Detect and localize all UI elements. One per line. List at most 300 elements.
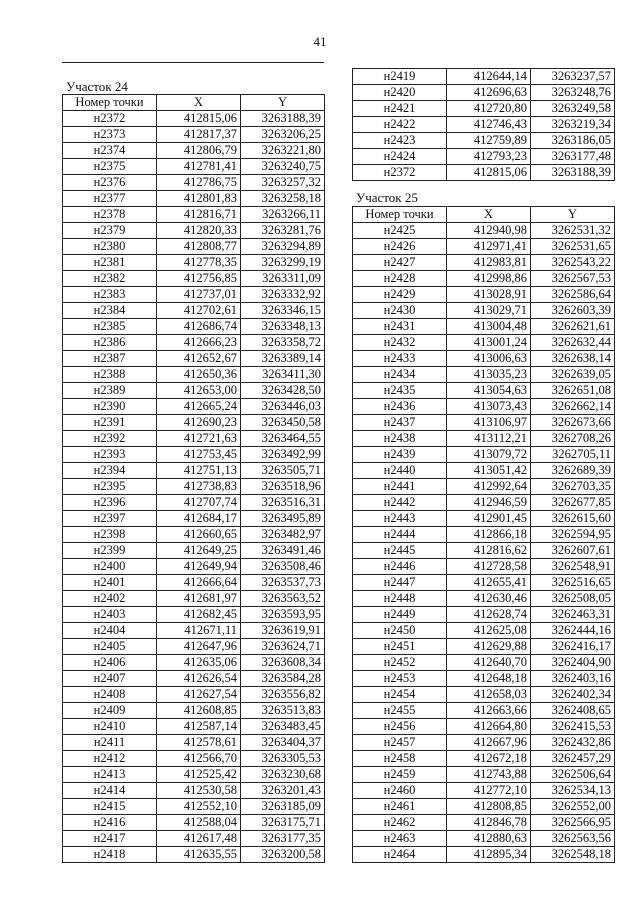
x-coordinate-cell: 412649,94 (157, 559, 241, 575)
y-coordinate-cell: 3263346,15 (241, 303, 325, 319)
y-coordinate-cell: 3262415,53 (531, 719, 615, 735)
x-coordinate-cell: 412629,88 (447, 639, 531, 655)
y-coordinate-cell: 3262677,85 (531, 495, 615, 511)
point-number-cell: н2383 (63, 287, 157, 303)
x-coordinate-cell: 412746,43 (447, 117, 531, 133)
table-row (63, 143, 325, 159)
table-row (353, 559, 615, 575)
table-row (353, 319, 615, 335)
y-coordinate-cell: 3263249,58 (531, 101, 615, 117)
point-number-cell: н2434 (353, 367, 447, 383)
x-coordinate-cell: 412901,45 (447, 511, 531, 527)
y-coordinate-cell: 3263311,09 (241, 271, 325, 287)
table-row (353, 117, 615, 133)
table-row (63, 783, 325, 799)
table-row (353, 687, 615, 703)
point-number-cell: н2416 (63, 815, 157, 831)
x-coordinate-cell: 412801,83 (157, 191, 241, 207)
y-coordinate-cell: 3262404,90 (531, 655, 615, 671)
point-number-cell: н2462 (353, 815, 447, 831)
x-coordinate-cell: 412663,66 (447, 703, 531, 719)
point-number-cell: н2440 (353, 463, 447, 479)
x-coordinate-cell: 413079,72 (447, 447, 531, 463)
y-coordinate-cell: 3262548,91 (531, 559, 615, 575)
table-row (63, 623, 325, 639)
point-number-cell: н2410 (63, 719, 157, 735)
x-coordinate-cell: 412815,06 (447, 165, 531, 181)
table-row (353, 223, 615, 239)
point-number-cell: н2395 (63, 479, 157, 495)
table-row (63, 111, 325, 127)
y-coordinate-cell: 3263508,46 (241, 559, 325, 575)
point-number-cell: н2461 (353, 799, 447, 815)
y-coordinate-cell: 3262402,34 (531, 687, 615, 703)
x-coordinate-cell: 413054,63 (447, 383, 531, 399)
table-row (63, 767, 325, 783)
y-coordinate-cell: 3263482,97 (241, 527, 325, 543)
y-coordinate-cell: 3263389,14 (241, 351, 325, 367)
x-coordinate-cell: 412666,23 (157, 335, 241, 351)
point-number-cell: н2436 (353, 399, 447, 415)
x-coordinate-cell: 412672,18 (447, 751, 531, 767)
y-coordinate-cell: 3263294,89 (241, 239, 325, 255)
x-coordinate-cell: 412702,61 (157, 303, 241, 319)
x-coordinate-cell: 412681,97 (157, 591, 241, 607)
x-coordinate-cell: 412649,25 (157, 543, 241, 559)
y-coordinate-cell: 3263563,52 (241, 591, 325, 607)
point-number-cell: н2421 (353, 101, 447, 117)
table-row (353, 751, 615, 767)
table-row (63, 687, 325, 703)
x-coordinate-cell: 413001,24 (447, 335, 531, 351)
table-row (353, 149, 615, 165)
x-coordinate-cell: 412992,64 (447, 479, 531, 495)
table-row (353, 703, 615, 719)
x-coordinate-cell: 412720,80 (447, 101, 531, 117)
x-coordinate-cell: 412696,63 (447, 85, 531, 101)
section-24-caption: Участок 24 (66, 79, 128, 94)
table-row (63, 431, 325, 447)
table-row (63, 463, 325, 479)
header-point-number: Номер точки (63, 95, 157, 111)
table-row (353, 351, 615, 367)
x-coordinate-cell: 412588,04 (157, 815, 241, 831)
point-number-cell: н2418 (63, 847, 157, 863)
y-coordinate-cell: 3263624,71 (241, 639, 325, 655)
point-number-cell: н2399 (63, 543, 157, 559)
point-number-cell: н2387 (63, 351, 157, 367)
y-coordinate-cell: 3262615,60 (531, 511, 615, 527)
table-row (353, 303, 615, 319)
y-coordinate-cell: 3262416,17 (531, 639, 615, 655)
point-number-cell: н2417 (63, 831, 157, 847)
table-row (63, 367, 325, 383)
table-row (353, 383, 615, 399)
point-number-cell: н2406 (63, 655, 157, 671)
point-number-cell: н2450 (353, 623, 447, 639)
y-coordinate-cell: 3262531,65 (531, 239, 615, 255)
point-number-cell: н2435 (353, 383, 447, 399)
x-coordinate-cell: 412756,85 (157, 271, 241, 287)
point-number-cell: н2420 (353, 85, 447, 101)
point-number-cell: н2389 (63, 383, 157, 399)
x-coordinate-cell: 412664,80 (447, 719, 531, 735)
point-number-cell: н2439 (353, 447, 447, 463)
table-row (353, 799, 615, 815)
y-coordinate-cell: 3262621,61 (531, 319, 615, 335)
point-number-cell: н2385 (63, 319, 157, 335)
x-coordinate-cell: 412816,71 (157, 207, 241, 223)
header-point-number: Номер точки (353, 207, 447, 223)
x-coordinate-cell: 412626,54 (157, 671, 241, 687)
table-row (353, 783, 615, 799)
y-coordinate-cell: 3263305,53 (241, 751, 325, 767)
y-coordinate-cell: 3262543,22 (531, 255, 615, 271)
x-coordinate-cell: 413073,43 (447, 399, 531, 415)
table-row (353, 607, 615, 623)
x-coordinate-cell: 412815,06 (157, 111, 241, 127)
x-coordinate-cell: 412635,55 (157, 847, 241, 863)
table-row (63, 655, 325, 671)
y-coordinate-cell: 3262673,66 (531, 415, 615, 431)
table-row (353, 655, 615, 671)
point-number-cell: н2454 (353, 687, 447, 703)
x-coordinate-cell: 412627,54 (157, 687, 241, 703)
x-coordinate-cell: 412530,58 (157, 783, 241, 799)
table-row (63, 671, 325, 687)
y-coordinate-cell: 3263411,30 (241, 367, 325, 383)
y-coordinate-cell: 3263428,50 (241, 383, 325, 399)
point-number-cell: н2424 (353, 149, 447, 165)
point-number-cell: н2443 (353, 511, 447, 527)
table-row (63, 719, 325, 735)
table-row (63, 527, 325, 543)
x-coordinate-cell: 412817,37 (157, 127, 241, 143)
y-coordinate-cell: 3263185,09 (241, 799, 325, 815)
table-row (63, 607, 325, 623)
point-number-cell: н2373 (63, 127, 157, 143)
x-coordinate-cell: 412793,23 (447, 149, 531, 165)
point-number-cell: н2442 (353, 495, 447, 511)
y-coordinate-cell: 3263348,13 (241, 319, 325, 335)
table-row (63, 399, 325, 415)
point-number-cell: н2372 (63, 111, 157, 127)
x-coordinate-cell: 412846,78 (447, 815, 531, 831)
point-number-cell: н2455 (353, 703, 447, 719)
x-coordinate-cell: 412778,35 (157, 255, 241, 271)
table-row (353, 415, 615, 431)
point-number-cell: н2456 (353, 719, 447, 735)
point-number-cell: н2372 (353, 165, 447, 181)
point-number-cell: н2459 (353, 767, 447, 783)
table-row (353, 527, 615, 543)
point-number-cell: н2381 (63, 255, 157, 271)
x-coordinate-cell: 413028,91 (447, 287, 531, 303)
point-number-cell: н2430 (353, 303, 447, 319)
x-coordinate-cell: 412587,14 (157, 719, 241, 735)
x-coordinate-cell: 412652,67 (157, 351, 241, 367)
y-coordinate-cell: 3263201,43 (241, 783, 325, 799)
point-number-cell: н2375 (63, 159, 157, 175)
y-coordinate-cell: 3262508,05 (531, 591, 615, 607)
table-row (353, 85, 615, 101)
table-row (353, 431, 615, 447)
point-number-cell: н2377 (63, 191, 157, 207)
y-coordinate-cell: 3262703,35 (531, 479, 615, 495)
table-row (353, 479, 615, 495)
point-number-cell: н2414 (63, 783, 157, 799)
x-coordinate-cell: 412653,00 (157, 383, 241, 399)
x-coordinate-cell: 413004,48 (447, 319, 531, 335)
table-row (63, 575, 325, 591)
table-row (63, 415, 325, 431)
x-coordinate-cell: 412753,45 (157, 447, 241, 463)
point-number-cell: н2390 (63, 399, 157, 415)
table-row (63, 495, 325, 511)
x-coordinate-cell: 412686,74 (157, 319, 241, 335)
x-coordinate-cell: 412628,74 (447, 607, 531, 623)
x-coordinate-cell: 413112,21 (447, 431, 531, 447)
x-coordinate-cell: 412940,98 (447, 223, 531, 239)
x-coordinate-cell: 412684,17 (157, 511, 241, 527)
table-row (353, 335, 615, 351)
y-coordinate-cell: 3263299,19 (241, 255, 325, 271)
y-coordinate-cell: 3263248,76 (531, 85, 615, 101)
table-row (353, 847, 615, 863)
point-number-cell: н2380 (63, 239, 157, 255)
point-number-cell: н2444 (353, 527, 447, 543)
x-coordinate-cell: 412751,13 (157, 463, 241, 479)
point-number-cell: н2458 (353, 751, 447, 767)
table-row (63, 735, 325, 751)
table-row (353, 239, 615, 255)
point-number-cell: н2449 (353, 607, 447, 623)
x-coordinate-cell: 412738,83 (157, 479, 241, 495)
x-coordinate-cell: 412721,63 (157, 431, 241, 447)
table-row (63, 207, 325, 223)
x-coordinate-cell: 412630,46 (447, 591, 531, 607)
x-coordinate-cell: 412647,96 (157, 639, 241, 655)
y-coordinate-cell: 3263206,25 (241, 127, 325, 143)
table-row (63, 479, 325, 495)
y-coordinate-cell: 3262651,08 (531, 383, 615, 399)
x-coordinate-cell: 412525,42 (157, 767, 241, 783)
y-coordinate-cell: 3262531,32 (531, 223, 615, 239)
x-coordinate-cell: 412648,18 (447, 671, 531, 687)
y-coordinate-cell: 3263221,80 (241, 143, 325, 159)
table-row (353, 447, 615, 463)
y-coordinate-cell: 3263608,34 (241, 655, 325, 671)
point-number-cell: н2427 (353, 255, 447, 271)
x-coordinate-cell: 412635,06 (157, 655, 241, 671)
point-number-cell: н2441 (353, 479, 447, 495)
x-coordinate-cell: 412660,65 (157, 527, 241, 543)
table-row (353, 511, 615, 527)
y-coordinate-cell: 3262689,39 (531, 463, 615, 479)
point-number-cell: н2392 (63, 431, 157, 447)
point-number-cell: н2438 (353, 431, 447, 447)
y-coordinate-cell: 3263188,39 (531, 165, 615, 181)
table-row (353, 463, 615, 479)
y-coordinate-cell: 3262708,26 (531, 431, 615, 447)
table-row (353, 165, 615, 181)
point-number-cell: н2463 (353, 831, 447, 847)
table-header-row (353, 207, 615, 223)
point-number-cell: н2403 (63, 607, 157, 623)
x-coordinate-cell: 412682,45 (157, 607, 241, 623)
point-number-cell: н2388 (63, 367, 157, 383)
x-coordinate-cell: 412552,10 (157, 799, 241, 815)
point-number-cell: н2457 (353, 735, 447, 751)
table-row (63, 831, 325, 847)
point-number-cell: н2391 (63, 415, 157, 431)
table-row (353, 101, 615, 117)
table-row (353, 591, 615, 607)
point-number-cell: н2433 (353, 351, 447, 367)
table-row (353, 367, 615, 383)
y-coordinate-cell: 3262516,65 (531, 575, 615, 591)
table-row (353, 133, 615, 149)
x-coordinate-cell: 412667,96 (447, 735, 531, 751)
y-coordinate-cell: 3263483,45 (241, 719, 325, 735)
table-row (63, 543, 325, 559)
x-coordinate-cell: 412743,88 (447, 767, 531, 783)
y-coordinate-cell: 3263257,32 (241, 175, 325, 191)
point-number-cell: н2446 (353, 559, 447, 575)
table-row (63, 335, 325, 351)
y-coordinate-cell: 3263177,48 (531, 149, 615, 165)
table-row (63, 191, 325, 207)
x-coordinate-cell: 412772,10 (447, 783, 531, 799)
y-coordinate-cell: 3262594,95 (531, 527, 615, 543)
table-row (63, 271, 325, 287)
point-number-cell: н2429 (353, 287, 447, 303)
y-coordinate-cell: 3262566,95 (531, 815, 615, 831)
point-number-cell: н2448 (353, 591, 447, 607)
y-coordinate-cell: 3262586,64 (531, 287, 615, 303)
y-coordinate-cell: 3263237,57 (531, 69, 615, 85)
point-number-cell: н2386 (63, 335, 157, 351)
table-row (63, 639, 325, 655)
coordinates-table-section-24-continued (352, 68, 615, 181)
x-coordinate-cell: 412728,58 (447, 559, 531, 575)
table-row (63, 159, 325, 175)
x-coordinate-cell: 412644,14 (447, 69, 531, 85)
table-row (63, 383, 325, 399)
point-number-cell: н2393 (63, 447, 157, 463)
y-coordinate-cell: 3262408,65 (531, 703, 615, 719)
x-coordinate-cell: 412608,85 (157, 703, 241, 719)
point-number-cell: н2460 (353, 783, 447, 799)
y-coordinate-cell: 3262432,86 (531, 735, 615, 751)
y-coordinate-cell: 3263219,34 (531, 117, 615, 133)
x-coordinate-cell: 412658,03 (447, 687, 531, 703)
table-row (353, 815, 615, 831)
y-coordinate-cell: 3263332,92 (241, 287, 325, 303)
y-coordinate-cell: 3263404,37 (241, 735, 325, 751)
point-number-cell: н2412 (63, 751, 157, 767)
point-number-cell: н2376 (63, 175, 157, 191)
y-coordinate-cell: 3262534,13 (531, 783, 615, 799)
x-coordinate-cell: 412640,70 (447, 655, 531, 671)
x-coordinate-cell: 412566,70 (157, 751, 241, 767)
x-coordinate-cell: 412983,81 (447, 255, 531, 271)
point-number-cell: н2378 (63, 207, 157, 223)
table-header-row (63, 95, 325, 111)
point-number-cell: н2407 (63, 671, 157, 687)
point-number-cell: н2404 (63, 623, 157, 639)
x-coordinate-cell: 412617,48 (157, 831, 241, 847)
header-x: X (157, 95, 241, 111)
point-number-cell: н2432 (353, 335, 447, 351)
point-number-cell: н2452 (353, 655, 447, 671)
y-coordinate-cell: 3263450,58 (241, 415, 325, 431)
point-number-cell: н2402 (63, 591, 157, 607)
table-row (63, 351, 325, 367)
y-coordinate-cell: 3263186,05 (531, 133, 615, 149)
table-row (353, 575, 615, 591)
y-coordinate-cell: 3263619,91 (241, 623, 325, 639)
y-coordinate-cell: 3263200,58 (241, 847, 325, 863)
x-coordinate-cell: 413106,97 (447, 415, 531, 431)
table-row (63, 303, 325, 319)
x-coordinate-cell: 412806,79 (157, 143, 241, 159)
table-row (353, 255, 615, 271)
x-coordinate-cell: 412895,34 (447, 847, 531, 863)
y-coordinate-cell: 3262603,39 (531, 303, 615, 319)
y-coordinate-cell: 3263446,03 (241, 399, 325, 415)
table-row (63, 799, 325, 815)
point-number-cell: н2431 (353, 319, 447, 335)
y-coordinate-cell: 3262444,16 (531, 623, 615, 639)
point-number-cell: н2408 (63, 687, 157, 703)
table-row (353, 543, 615, 559)
x-coordinate-cell: 412971,41 (447, 239, 531, 255)
coordinates-table-section-25 (352, 206, 615, 863)
point-number-cell: н2374 (63, 143, 157, 159)
x-coordinate-cell: 412816,62 (447, 543, 531, 559)
table-row (63, 559, 325, 575)
y-coordinate-cell: 3263491,46 (241, 543, 325, 559)
y-coordinate-cell: 3262607,61 (531, 543, 615, 559)
point-number-cell: н2428 (353, 271, 447, 287)
x-coordinate-cell: 413029,71 (447, 303, 531, 319)
table-row (353, 767, 615, 783)
y-coordinate-cell: 3263584,28 (241, 671, 325, 687)
y-coordinate-cell: 3263505,71 (241, 463, 325, 479)
point-number-cell: н2394 (63, 463, 157, 479)
table-row (353, 271, 615, 287)
y-coordinate-cell: 3263492,99 (241, 447, 325, 463)
x-coordinate-cell: 412808,77 (157, 239, 241, 255)
y-coordinate-cell: 3263177,35 (241, 831, 325, 847)
page-number: 41 (313, 34, 327, 49)
y-coordinate-cell: 3263495,89 (241, 511, 325, 527)
y-coordinate-cell: 3263230,68 (241, 767, 325, 783)
point-number-cell: н2401 (63, 575, 157, 591)
table-row (63, 447, 325, 463)
table-row (353, 735, 615, 751)
table-row (353, 719, 615, 735)
table-row (353, 399, 615, 415)
header-y: Y (531, 207, 615, 223)
point-number-cell: н2411 (63, 735, 157, 751)
point-number-cell: н2397 (63, 511, 157, 527)
y-coordinate-cell: 3263518,96 (241, 479, 325, 495)
point-number-cell: н2464 (353, 847, 447, 863)
point-number-cell: н2451 (353, 639, 447, 655)
point-number-cell: н2445 (353, 543, 447, 559)
